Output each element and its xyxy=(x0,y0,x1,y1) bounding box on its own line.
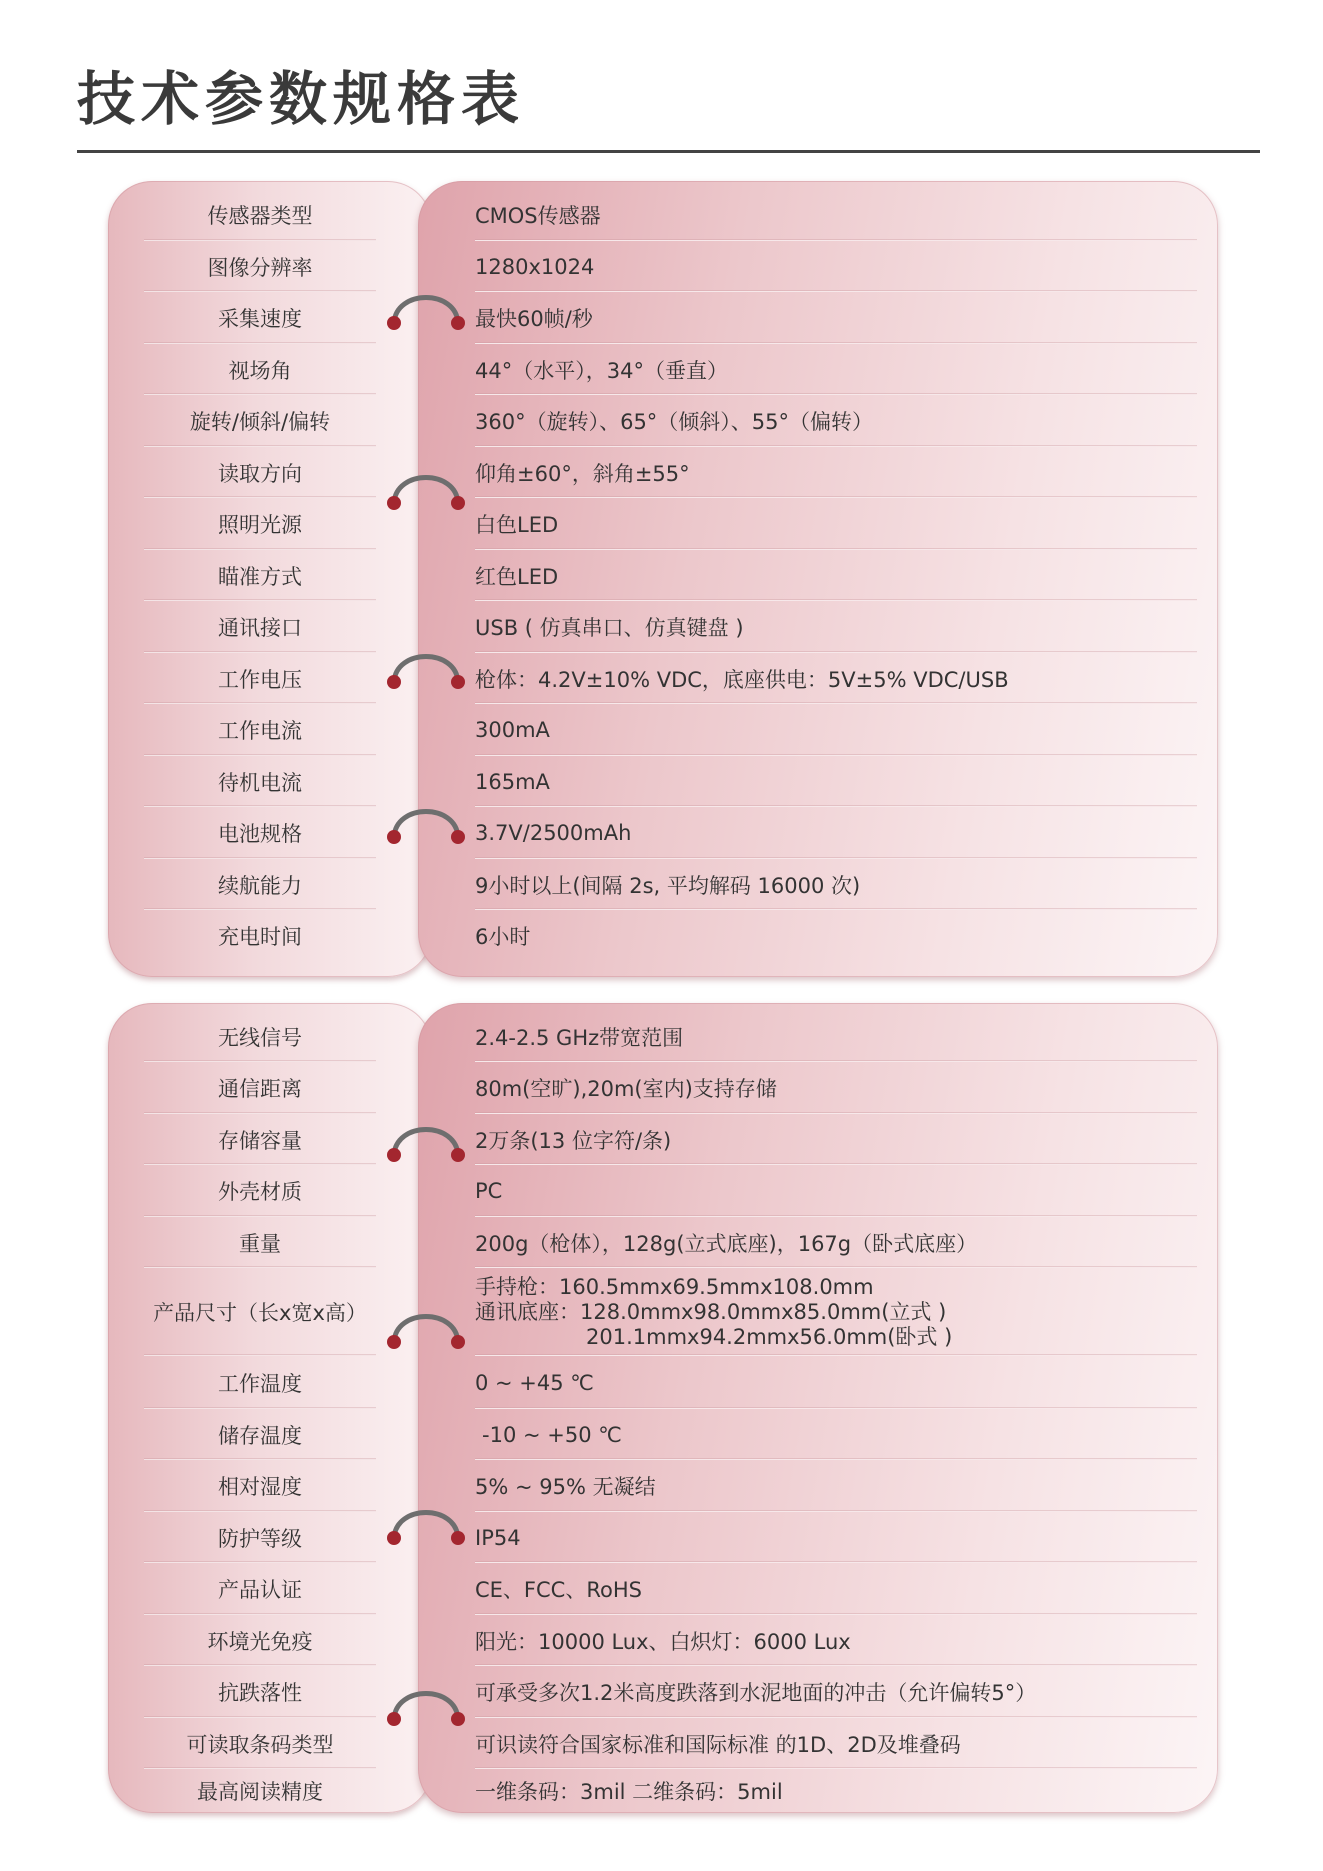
spec-value: 1280x1024 xyxy=(475,254,595,279)
spec-row xyxy=(0,704,1323,756)
spec-row xyxy=(0,1114,1323,1165)
spec-value-multiline xyxy=(475,1268,1195,1356)
spec-value: 白色LED xyxy=(475,513,559,537)
spec-value: 200g（枪体），128g(立式底座)，167g（卧式底座） xyxy=(475,1231,978,1256)
binder-ring-icon xyxy=(386,795,466,847)
spec-row xyxy=(0,1563,1323,1615)
spec-label: 工作温度 xyxy=(218,1371,302,1396)
spec-panel-2 xyxy=(0,1003,1323,1813)
spec-row xyxy=(0,1409,1323,1460)
spec-label: 旋转/倾斜/偏转 xyxy=(189,410,331,434)
spec-row xyxy=(0,241,1323,292)
spec-row xyxy=(0,1011,1323,1062)
spec-label: 无线信号 xyxy=(218,1025,302,1050)
binder-ring-icon xyxy=(386,1300,466,1352)
spec-label: 充电时间 xyxy=(218,925,302,949)
spec-value: 80m(空旷),20m(室内)支持存储 xyxy=(475,1077,777,1101)
spec-row xyxy=(0,601,1323,653)
spec-label: 相对湿度 xyxy=(218,1475,302,1499)
spec-label: 视场角 xyxy=(228,358,292,383)
spec-label: 工作电压 xyxy=(218,667,302,692)
spec-value: 可识读符合国家标准和国际标准 的1D、2D及堆叠码 xyxy=(475,1732,961,1757)
spec-row xyxy=(0,1666,1323,1718)
spec-row xyxy=(0,1615,1323,1666)
spec-row xyxy=(0,344,1323,395)
spec-row xyxy=(0,1165,1323,1217)
binder-ring-icon xyxy=(386,1677,466,1729)
spec-row xyxy=(0,859,1323,910)
spec-label: 外壳材质 xyxy=(218,1180,302,1204)
spec-label: 通讯接口 xyxy=(218,616,302,640)
spec-row xyxy=(0,1718,1323,1769)
spec-row xyxy=(0,807,1323,859)
spec-value: 0 ~ +45 ℃ xyxy=(475,1370,594,1395)
page-title: 技术参数规格表 xyxy=(77,65,526,133)
spec-value: 最快60帧/秒 xyxy=(475,307,593,331)
spec-value: 165mA xyxy=(475,769,550,794)
spec-value: PC xyxy=(475,1179,503,1203)
spec-value: CMOS传感器 xyxy=(475,204,601,228)
spec-label: 图像分辨率 xyxy=(207,255,313,280)
spec-value-line: 通讯底座：128.0mmx98.0mmx85.0mm(立式 ) xyxy=(475,1299,947,1324)
spec-label: 最高阅读精度 xyxy=(197,1780,323,1804)
spec-label: 产品尺寸（长x宽x高） xyxy=(153,1301,367,1325)
spec-label: 重量 xyxy=(239,1231,281,1256)
spec-row xyxy=(0,395,1323,447)
spec-value: 300mA xyxy=(475,718,550,742)
spec-label: 抗跌落性 xyxy=(218,1681,302,1705)
binder-ring-icon xyxy=(386,1496,466,1548)
spec-label: 工作电流 xyxy=(218,719,302,743)
spec-label: 传感器类型 xyxy=(207,204,313,228)
spec-value: 2.4-2.5 GHz带宽范围 xyxy=(475,1025,684,1050)
spec-value: 360°（旋转）、65°（倾斜）、55°（偏转） xyxy=(475,410,874,434)
spec-row xyxy=(0,447,1323,498)
spec-value: CE、FCC、RoHS xyxy=(475,1578,642,1602)
spec-row xyxy=(0,550,1323,601)
binder-ring-icon xyxy=(386,281,466,333)
spec-label: 待机电流 xyxy=(218,770,302,795)
spec-panel-1 xyxy=(0,181,1323,977)
spec-label: 通信距离 xyxy=(218,1077,302,1101)
spec-value: 44°（水平），34°（垂直） xyxy=(475,358,728,383)
spec-label: 产品认证 xyxy=(218,1578,302,1602)
spec-label: 可读取条码类型 xyxy=(186,1732,334,1757)
spec-row xyxy=(0,1769,1323,1813)
spec-row xyxy=(0,910,1323,962)
binder-ring-icon xyxy=(386,461,466,513)
binder-ring-icon xyxy=(386,1113,466,1165)
spec-label: 存储容量 xyxy=(218,1128,302,1153)
title-divider xyxy=(77,150,1260,153)
spec-row xyxy=(0,189,1323,241)
spec-value: 枪体：4.2V±10% VDC，底座供电：5V±5% VDC/USB xyxy=(475,667,1009,692)
spec-row xyxy=(0,498,1323,550)
spec-value: -10 ~ +50 ℃ xyxy=(482,1422,622,1447)
spec-label: 续航能力 xyxy=(218,873,302,898)
spec-value: 可承受多次1.2米高度跌落到水泥地面的冲击（允许偏转5°） xyxy=(475,1681,1037,1705)
spec-row xyxy=(0,1460,1323,1512)
spec-label: 环境光免疫 xyxy=(207,1629,313,1654)
spec-label: 读取方向 xyxy=(218,461,302,486)
spec-value: 6小时 xyxy=(475,925,531,949)
spec-value: 5% ~ 95% 无凝结 xyxy=(475,1475,656,1499)
spec-value: USB ( 仿真串口、仿真键盘 ) xyxy=(475,616,744,640)
spec-value-line: 手持枪：160.5mmx69.5mmx108.0mm xyxy=(475,1274,874,1299)
spec-value-line: 201.1mmx94.2mmx56.0mm(卧式 ) xyxy=(586,1324,953,1349)
spec-value: IP54 xyxy=(475,1525,521,1550)
spec-label: 照明光源 xyxy=(218,513,302,537)
spec-row xyxy=(0,756,1323,807)
spec-label: 储存温度 xyxy=(218,1423,302,1448)
spec-label: 瞄准方式 xyxy=(218,564,302,589)
spec-row xyxy=(0,292,1323,344)
spec-value: 仰角±60°，斜角±55° xyxy=(475,461,690,486)
spec-value: 9小时以上(间隔 2s, 平均解码 16000 次) xyxy=(475,873,861,898)
spec-value: 红色LED xyxy=(475,564,559,589)
spec-value: 一维条码：3mil 二维条码：5mil xyxy=(475,1780,783,1804)
spec-value: 阳光：10000 Lux、白炽灯：6000 Lux xyxy=(475,1629,851,1654)
spec-row xyxy=(0,1268,1323,1356)
spec-row xyxy=(0,653,1323,704)
spec-row xyxy=(0,1512,1323,1563)
spec-value: 3.7V/2500mAh xyxy=(475,821,632,845)
spec-row xyxy=(0,1217,1323,1268)
spec-row xyxy=(0,1356,1323,1409)
binder-ring-icon xyxy=(386,640,466,692)
spec-label: 电池规格 xyxy=(218,822,302,846)
spec-label: 采集速度 xyxy=(218,307,302,331)
spec-value: 2万条(13 位字符/条) xyxy=(475,1128,672,1153)
spec-row xyxy=(0,1062,1323,1114)
spec-label: 防护等级 xyxy=(218,1526,302,1551)
